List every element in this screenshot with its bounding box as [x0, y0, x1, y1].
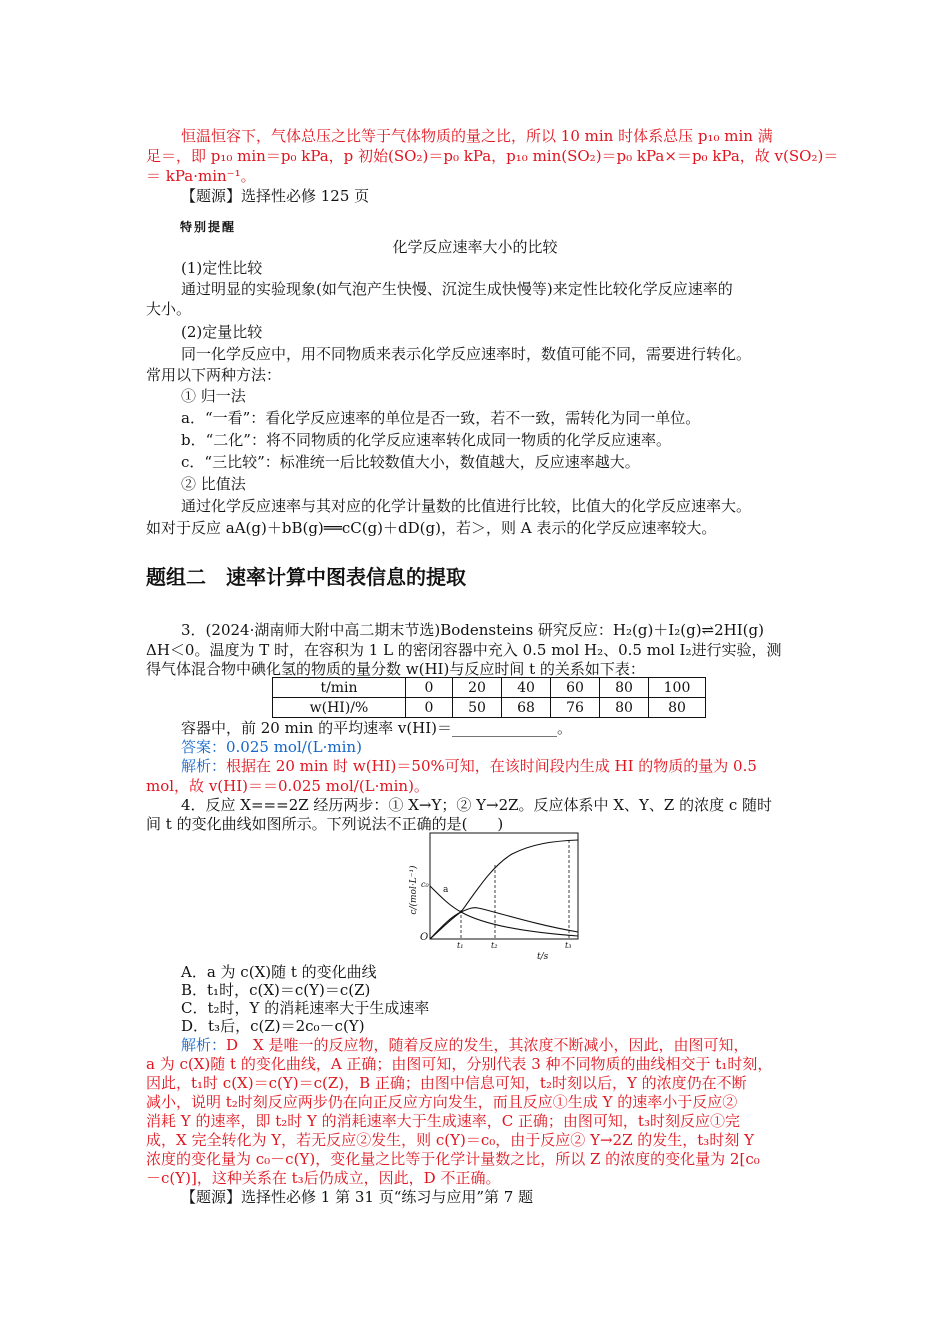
curve-a-label: a: [443, 885, 449, 895]
tip-line-9: b．“二化”：将不同物质的化学反应速率转化成同一物质的化学反应速率。: [181, 431, 671, 449]
q4-analysis-line-8: －c(Y)]，这种关系在 t₃后仍成立，因此，D 不正确。: [146, 1169, 501, 1187]
plot-frame: [430, 833, 578, 939]
section-title: 题组二 速率计算中图表信息的提取: [146, 565, 466, 589]
tip-line-8: a．“一看”：看化学反应速率的单位是否一致，若不一致，需转化为同一单位。: [181, 409, 701, 427]
tip-line-10: c．“三比较”：标准统一后比较数值大小，数值越大，反应速率越大。: [181, 453, 640, 471]
top-line-3: ＝ kPa·min⁻¹。: [146, 167, 256, 185]
q4-line-1: 4．反应 X===2Z 经历两步：① X→Y；② Y→2Z。反应体系中 X、Y、Z 的浓度 c 随时: [181, 796, 773, 814]
q3-answer: 答案：0.025 mol/(L·min): [181, 738, 362, 756]
tip-label: 特别提醒: [180, 220, 237, 234]
top-line-2: 足＝，即 p₁₀ min＝p₀ kPa，p 初始(SO₂)＝p₀ kPa，p₁₀ min(SO₂)＝p₀ kPa×＝p₀ kPa，故 v(SO₂)＝: [146, 147, 839, 165]
q4-option-b: B．t₁时，c(X)＝c(Y)＝c(Z): [181, 981, 371, 999]
q4-source: 【题源】选择性必修 1 第 31 页“练习与应用”第 7 题: [181, 1188, 534, 1206]
table-cell: 60: [551, 678, 600, 698]
q4-line-2: 间 t 的变化曲线如图所示。下列说法不正确的是( ): [146, 815, 504, 833]
q3-analysis-label: 解析：: [181, 757, 227, 775]
tip-line-12: 通过化学反应速率与其对应的化学计量数的比值进行比较，比值大的化学反应速率大。: [181, 497, 752, 515]
c0-label: c₀: [421, 880, 429, 889]
q4-analysis-line-6: 成，X 完全转化为 Y，若无反应②发生，则 c(Y)＝c₀，由于反应② Y→2Z 的发生，t₃时刻 Y: [146, 1131, 754, 1149]
tip-line-6: 常用以下两种方法：: [146, 366, 282, 384]
q3-line-3: 得气体混合物中碘化氢的物质的量分数 w(HI)与反应时间 t 的关系如下表：: [146, 660, 645, 678]
table-cell: 68: [502, 698, 551, 718]
table-cell: 40: [502, 678, 551, 698]
q4-analysis-text: D X 是唯一的反应物，随着反应的发生，其浓度不断减小，因此，由图可知，: [226, 1036, 749, 1054]
data-table: [272, 677, 706, 718]
tip-line-2: 通过明显的实验现象(如气泡产生快慢、沉淀生成快慢等)来定性比较化学反应速率的: [181, 280, 733, 298]
q3-line-2: ΔH＜0。温度为 T 时，在容积为 1 L 的密闭容器中充入 0.5 mol H₂、0.5 mol I₂进行实验，测: [146, 641, 782, 659]
q4-option-c: C．t₂时，Y 的消耗速率大于生成速率: [181, 999, 430, 1017]
table-cell: 80: [600, 678, 649, 698]
q3-analysis-line-2: mol，故 v(HI)＝＝0.025 mol/(L·min)。: [146, 777, 429, 795]
q3-line-1: 3．(2024·湖南师大附中高二期末节选)Bodensteins 研究反应：H₂(g)＋I₂(g)⇌2HI(g): [181, 621, 764, 639]
q3-analysis-text: 根据在 20 min 时 w(HI)＝50%可知，在该时间段内生成 HI 的物质的量为 0.5: [226, 757, 757, 775]
q4-analysis-line-7: 浓度的变化量为 c₀－c(Y)，变化量之比等于化学计量数之比，所以 Z 的浓度的变化量为 2[c₀: [146, 1150, 760, 1168]
table-cell: 100: [649, 678, 706, 698]
table-cell: 80: [600, 698, 649, 718]
tip-line-13: 如对于反应 aA(g)＋bB(g)══cC(g)＋dD(g)，若＞，则 A 表示的化学反应速率较大。: [146, 519, 717, 537]
origin-label: O: [420, 932, 429, 943]
table-cell: t/min: [273, 678, 406, 698]
table-row: [273, 698, 706, 718]
concentration-time-chart: [402, 828, 590, 962]
q4-analysis-line-1: [181, 1035, 749, 1056]
x-axis-label: t/s: [537, 952, 549, 962]
top-line-1: 恒温恒容下，气体总压之比等于气体物质的量之比，所以 10 min 时体系总压 p₁₀ min 满: [181, 127, 773, 145]
q3-analysis-line-1: [181, 756, 757, 777]
tip-line-4: (2)定量比较: [181, 323, 263, 341]
tip-line-7: ① 归一法: [181, 387, 246, 405]
q4-option-d: D．t₃后，c(Z)＝2c₀－c(Y): [181, 1017, 365, 1035]
tip-line-11: ② 比值法: [181, 475, 246, 493]
q4-analysis-label: 解析：: [181, 1036, 227, 1054]
curve-x: [430, 886, 578, 936]
t2-tick-label: t₂: [491, 941, 498, 950]
table-cell: 50: [453, 698, 502, 718]
tip-line-3: 大小。: [146, 300, 192, 318]
q3-line-4: 容器中，前 20 min 的平均速率 v(HI)＝______________。: [181, 719, 573, 737]
q4-analysis-line-4: 减小，说明 t₂时刻反应两步仍在向正反应方向发生，而且反应①生成 Y 的速率小于反应②: [146, 1093, 738, 1111]
top-source: 【题源】选择性必修 125 页: [181, 187, 370, 205]
q4-analysis-line-3: 因此，t₁时 c(X)＝c(Y)＝c(Z)，B 正确；由图中信息可知，t₂时刻以后，Y 的浓度仍在不断: [146, 1074, 747, 1092]
table-cell: 76: [551, 698, 600, 718]
table-cell: 0: [406, 698, 453, 718]
y-axis-label: c/(mol·L⁻¹): [409, 865, 419, 915]
q4-analysis-line-5: 消耗 Y 的速率，即 t₂时 Y 的消耗速率大于生成速率，C 正确；由图可知，t₃时刻反应①完: [146, 1112, 740, 1130]
table-cell: 20: [453, 678, 502, 698]
tip-line-1: (1)定性比较: [181, 259, 263, 277]
q4-analysis-line-2: a 为 c(X)随 t 的变化曲线，A 正确；由图可知，分别代表 3 种不同物质的曲线相交于 t₁时刻，: [146, 1055, 773, 1073]
table-cell: 0: [406, 678, 453, 698]
t1-tick-label: t₁: [457, 941, 464, 950]
table-cell: w(HI)/%: [273, 698, 406, 718]
curve-z: [430, 840, 578, 939]
q4-option-a: A．a 为 c(X)随 t 的变化曲线: [181, 963, 377, 981]
table-cell: 80: [649, 698, 706, 718]
tip-title: 化学反应速率大小的比较: [392, 238, 558, 256]
t3-tick-label: t₃: [565, 941, 572, 950]
tip-line-5: 同一化学反应中，用不同物质来表示化学反应速率时，数值可能不同，需要进行转化。: [181, 345, 752, 363]
table-row: [273, 678, 706, 698]
